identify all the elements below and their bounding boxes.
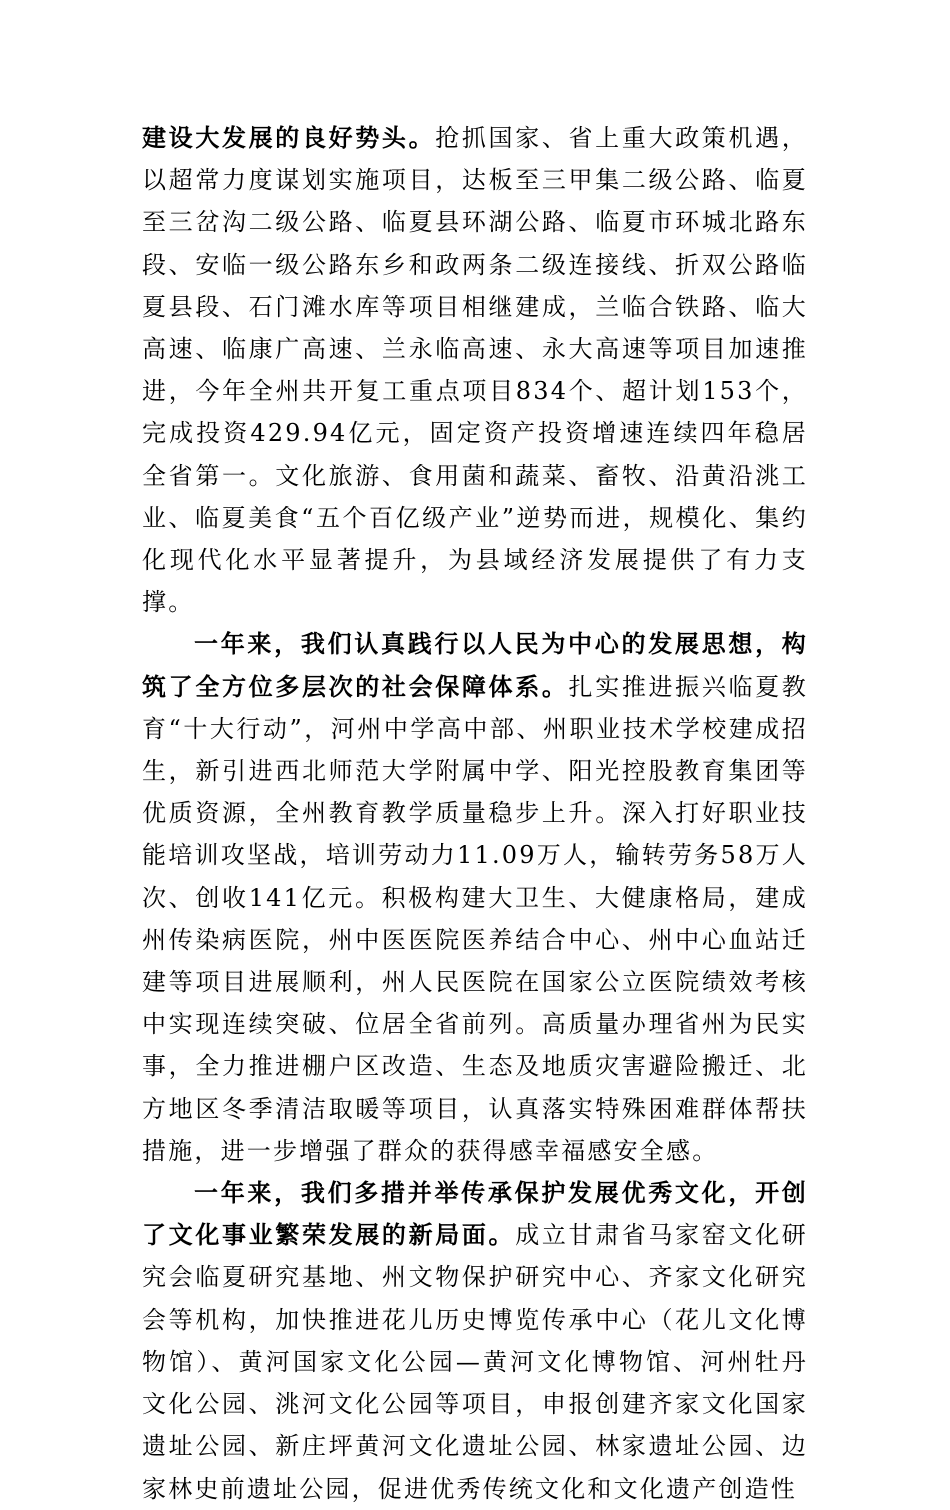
paragraph-economy [142, 117, 808, 623]
paragraph-lead: 一年来，我们多措并举传承保护发展优秀文化，开创了文化事业繁荣发展的新局面。 [142, 1178, 808, 1250]
document-body [142, 117, 808, 1510]
paragraph-text: 扎实推进振兴临夏教育“十大行动”，河州中学高中部、州职业技术学校建成招生，新引进西北师范大学附属中学、阳光控股教育集团等优质资源，全州教育教学质量稳步上升。深入打好职业技能培训攻坚战，培训劳动力11.09万人，输转劳务58万人次、创收141亿元。积极构建大卫生、大健康格局，建成州传染病医院，州中医医院医养结合中心、州中心血站迁建等项目进展顺利，州人民医院在国家公立医院绩效考核中实现连续突破、位居全省前列。高质量办理省州为民实事，全力推进棚户区改造、生态及地质灾害避险搬迁、北方地区冬季清洁取暖等项目，认真落实特殊困难群体帮扶措施，进一步增强了群众的获得感幸福感安全感。 [142, 672, 808, 1165]
paragraph-text: 抢抓国家、省上重大政策机遇，以超常力度谋划实施项目，达板至三甲集二级公路、临夏至三岔沟二级公路、临夏县环湖公路、临夏市环城北路东段、安临一级公路东乡和政两条二级连接线、折双公路临夏县段、石门滩水库等项目相继建成，兰临合铁路、临大高速、临康广高速、兰永临高速、永大高速等项目加速推进，今年全州共开复工重点项目834个、超计划153个，完成投资429.94亿元，固定资产投资增速连续四年稳居全省第一。文化旅游、食用菌和蔬菜、畜牧、沿黄沿洮工业、临夏美食“五个百亿级产业”逆势而进，规模化、集约化现代化水平显著提升，为县域经济发展提供了有力支撑。 [142, 124, 808, 617]
paragraph-text: 成立甘肃省马家窑文化研究会临夏研究基地、州文物保护研究中心、齐家文化研究会等机构，加快推进花儿历史博览传承中心（花儿文化博物馆）、黄河国家文化公园—黄河文化博物馆、河州牡丹文化公园、洮河文化公园等项目，申报创建齐家文化国家遗址公园、新庄坪黄河文化遗址公园、林家遗址公园、边家林史前遗址公园，促进优秀传统文化和文化遗产创造性 [142, 1221, 808, 1503]
paragraph-lead: 建设大发展的良好势头。 [142, 123, 436, 152]
paragraph-lead: 一年来，我们认真践行以人民为中心的发展思想，构筑了全方位多层次的社会保障体系。 [142, 629, 808, 701]
paragraph-social-security [142, 623, 808, 1172]
paragraph-culture [142, 1172, 808, 1510]
